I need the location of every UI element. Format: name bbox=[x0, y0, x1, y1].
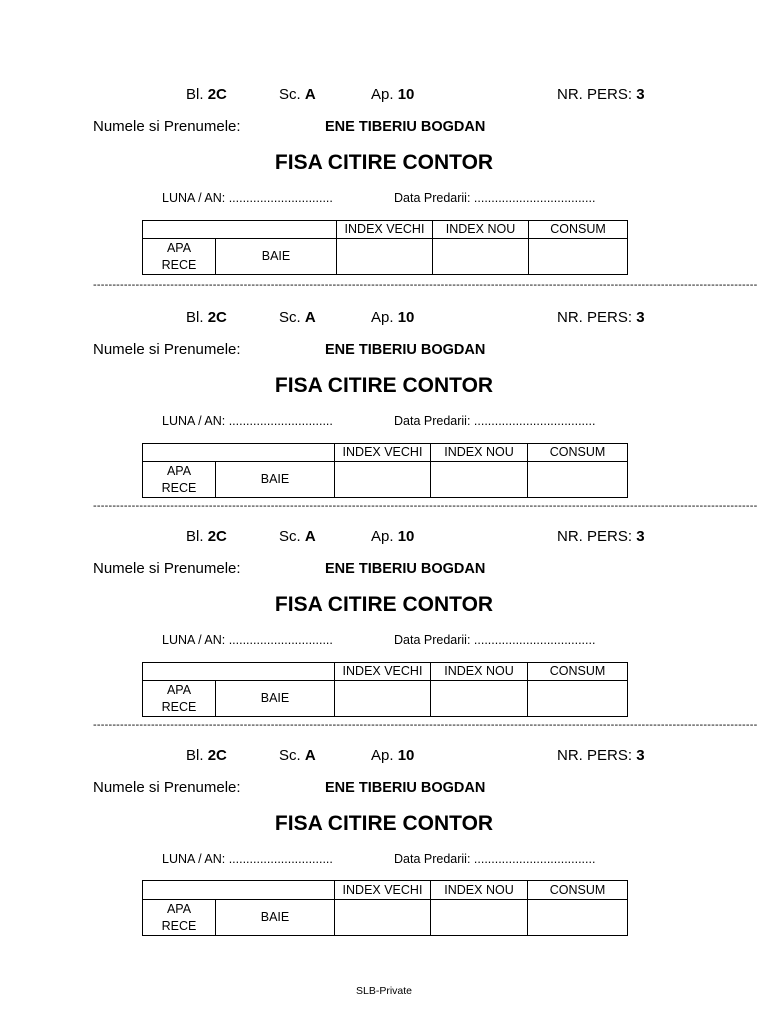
column-index-vechi: INDEX VECHI bbox=[337, 221, 433, 239]
column-consum: CONSUM bbox=[528, 663, 628, 681]
name-value: ENE TIBERIU BOGDAN bbox=[325, 342, 486, 358]
block-field bbox=[186, 528, 227, 545]
block-label: Bl. bbox=[186, 309, 204, 326]
water-type-line-1: APA bbox=[166, 240, 192, 255]
form-title: FISA CITIRE CONTOR bbox=[274, 374, 494, 397]
column-index-nou: INDEX NOU bbox=[431, 881, 528, 900]
meter-form-3 bbox=[0, 526, 768, 714]
stair-value: A bbox=[304, 528, 316, 545]
stair-field bbox=[279, 86, 316, 103]
water-type-line-2: RECE bbox=[161, 699, 197, 714]
apartment-value: 10 bbox=[397, 309, 415, 326]
name-label: Numele si Prenumele: bbox=[93, 118, 241, 135]
empty-header-cell bbox=[143, 444, 335, 462]
block-label: Bl. bbox=[186, 86, 204, 103]
location-cell: BAIE bbox=[216, 462, 335, 498]
stair-field bbox=[279, 309, 316, 326]
water-type-line-2: RECE bbox=[161, 918, 197, 933]
index-vechi-input[interactable] bbox=[335, 681, 431, 717]
meter-form-2 bbox=[0, 307, 768, 495]
consum-input[interactable] bbox=[528, 900, 628, 936]
stair-value: A bbox=[304, 86, 316, 103]
stair-label: Sc. bbox=[279, 528, 301, 545]
meter-table bbox=[142, 443, 628, 498]
index-vechi-input[interactable] bbox=[335, 462, 431, 498]
index-nou-input[interactable] bbox=[431, 681, 528, 717]
stair-label: Sc. bbox=[279, 747, 301, 764]
month-year-field: LUNA / AN: .............................. bbox=[162, 852, 333, 866]
name-value: ENE TIBERIU BOGDAN bbox=[325, 119, 486, 135]
apartment-label: Ap. bbox=[371, 528, 394, 545]
block-value: 2C bbox=[207, 528, 227, 545]
form-title: FISA CITIRE CONTOR bbox=[274, 151, 494, 174]
cut-line-separator: ---------------------------------------------------------------------------------------------------------------------------------------------------------------------------- bbox=[93, 279, 758, 291]
cut-line-separator: ---------------------------------------------------------------------------------------------------------------------------------------------------------------------------- bbox=[93, 719, 758, 731]
apartment-field bbox=[371, 86, 414, 103]
column-index-vechi: INDEX VECHI bbox=[335, 444, 431, 462]
delivery-date-field: Data Predarii: ................................... bbox=[394, 852, 596, 866]
apartment-label: Ap. bbox=[371, 309, 394, 326]
persons-value: 3 bbox=[636, 86, 645, 103]
stair-value: A bbox=[304, 309, 316, 326]
consum-input[interactable] bbox=[528, 462, 628, 498]
cut-line-separator: ---------------------------------------------------------------------------------------------------------------------------------------------------------------------------- bbox=[93, 500, 758, 512]
block-label: Bl. bbox=[186, 528, 204, 545]
month-year-field: LUNA / AN: .............................. bbox=[162, 414, 333, 428]
water-type-line-1: APA bbox=[166, 901, 192, 916]
persons-value: 3 bbox=[636, 747, 645, 764]
name-value: ENE TIBERIU BOGDAN bbox=[325, 561, 486, 577]
empty-header-cell bbox=[143, 881, 335, 900]
location-cell: BAIE bbox=[216, 239, 337, 275]
delivery-date-field: Data Predarii: ................................... bbox=[394, 191, 596, 205]
column-index-vechi: INDEX VECHI bbox=[335, 881, 431, 900]
block-value: 2C bbox=[207, 747, 227, 764]
name-value: ENE TIBERIU BOGDAN bbox=[325, 780, 486, 796]
persons-field bbox=[557, 86, 645, 103]
column-index-nou: INDEX NOU bbox=[431, 663, 528, 681]
block-field bbox=[186, 86, 227, 103]
water-type-cell bbox=[143, 681, 216, 717]
water-type-line-2: RECE bbox=[161, 480, 197, 495]
water-type-line-1: APA bbox=[166, 463, 192, 478]
block-field bbox=[186, 309, 227, 326]
block-label: Bl. bbox=[186, 747, 204, 764]
stair-field bbox=[279, 747, 316, 764]
water-type-line-2: RECE bbox=[161, 257, 197, 272]
column-index-vechi: INDEX VECHI bbox=[335, 663, 431, 681]
water-type-cell bbox=[143, 239, 216, 275]
classification-footer: SLB-Private bbox=[355, 985, 413, 997]
column-consum: CONSUM bbox=[529, 221, 628, 239]
index-vechi-input[interactable] bbox=[335, 900, 431, 936]
water-type-cell bbox=[143, 900, 216, 936]
meter-table bbox=[142, 220, 628, 275]
location-cell: BAIE bbox=[216, 681, 335, 717]
stair-field bbox=[279, 528, 316, 545]
location-cell: BAIE bbox=[216, 900, 335, 936]
persons-label: NR. PERS: bbox=[557, 309, 633, 326]
persons-value: 3 bbox=[636, 309, 645, 326]
consum-input[interactable] bbox=[529, 239, 628, 275]
form-title: FISA CITIRE CONTOR bbox=[274, 812, 494, 835]
name-label: Numele si Prenumele: bbox=[93, 779, 241, 796]
block-value: 2C bbox=[207, 309, 227, 326]
persons-field bbox=[557, 528, 645, 545]
column-index-nou: INDEX NOU bbox=[433, 221, 529, 239]
index-vechi-input[interactable] bbox=[337, 239, 433, 275]
month-year-field: LUNA / AN: .............................. bbox=[162, 191, 333, 205]
stair-value: A bbox=[304, 747, 316, 764]
form-title: FISA CITIRE CONTOR bbox=[274, 593, 494, 616]
block-field bbox=[186, 747, 227, 764]
meter-table bbox=[142, 880, 628, 936]
stair-label: Sc. bbox=[279, 309, 301, 326]
month-year-field: LUNA / AN: .............................. bbox=[162, 633, 333, 647]
apartment-field bbox=[371, 528, 414, 545]
persons-label: NR. PERS: bbox=[557, 86, 633, 103]
persons-field bbox=[557, 309, 645, 326]
empty-header-cell bbox=[143, 221, 337, 239]
index-nou-input[interactable] bbox=[431, 900, 528, 936]
persons-field bbox=[557, 747, 645, 764]
delivery-date-field: Data Predarii: ................................... bbox=[394, 633, 596, 647]
column-consum: CONSUM bbox=[528, 881, 628, 900]
index-nou-input[interactable] bbox=[433, 239, 529, 275]
apartment-value: 10 bbox=[397, 86, 415, 103]
column-consum: CONSUM bbox=[528, 444, 628, 462]
consum-input[interactable] bbox=[528, 681, 628, 717]
meter-form-4 bbox=[0, 745, 768, 933]
name-label: Numele si Prenumele: bbox=[93, 341, 241, 358]
apartment-label: Ap. bbox=[371, 747, 394, 764]
persons-label: NR. PERS: bbox=[557, 528, 633, 545]
water-type-line-1: APA bbox=[166, 682, 192, 697]
apartment-value: 10 bbox=[397, 747, 415, 764]
block-value: 2C bbox=[207, 86, 227, 103]
water-type-cell bbox=[143, 462, 216, 498]
column-index-nou: INDEX NOU bbox=[431, 444, 528, 462]
meter-form-1 bbox=[0, 84, 768, 272]
apartment-label: Ap. bbox=[371, 86, 394, 103]
name-label: Numele si Prenumele: bbox=[93, 560, 241, 577]
stair-label: Sc. bbox=[279, 86, 301, 103]
delivery-date-field: Data Predarii: ................................... bbox=[394, 414, 596, 428]
meter-table bbox=[142, 662, 628, 717]
empty-header-cell bbox=[143, 663, 335, 681]
persons-label: NR. PERS: bbox=[557, 747, 633, 764]
apartment-value: 10 bbox=[397, 528, 415, 545]
persons-value: 3 bbox=[636, 528, 645, 545]
index-nou-input[interactable] bbox=[431, 462, 528, 498]
apartment-field bbox=[371, 309, 414, 326]
apartment-field bbox=[371, 747, 414, 764]
